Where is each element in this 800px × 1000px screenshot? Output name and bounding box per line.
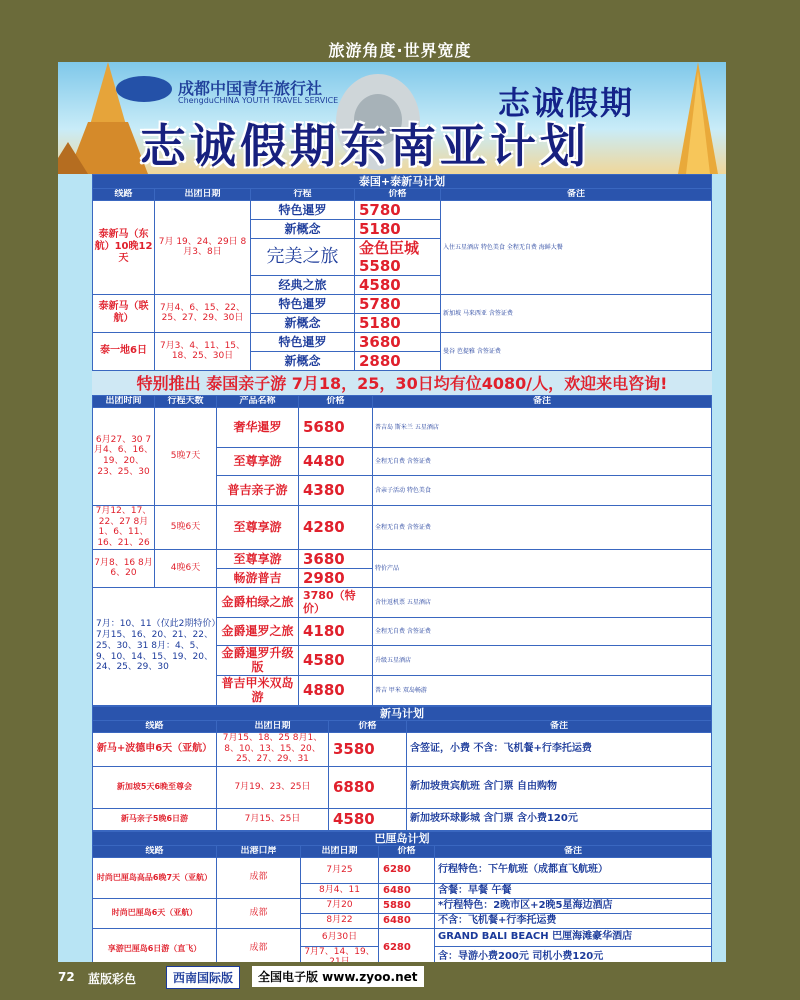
product-cell: 新概念 xyxy=(251,313,355,332)
product-cell: 畅游普吉 xyxy=(217,568,299,587)
logo-en: ChengduCHINA YOUTH TRAVEL SERVICE xyxy=(178,96,339,105)
product-cell: 金爵暹罗升级版 xyxy=(217,645,299,675)
note-cell: GRAND BALI BEACH 巴厘海滩豪华酒店 xyxy=(435,928,712,946)
port-cell: 成都 xyxy=(217,857,301,898)
note-cell: 普吉岛 斯米兰 五星酒店 xyxy=(373,407,712,447)
section-title: 新马计划 xyxy=(93,706,712,720)
header-cell: 备注 xyxy=(373,395,712,407)
header-cell: 备注 xyxy=(435,845,712,857)
header-cell: 行程 xyxy=(251,189,355,201)
product-cell: 至尊享游 xyxy=(217,505,299,549)
price-cell: 4380 xyxy=(299,475,373,505)
price-cell: 3780（特价） xyxy=(299,587,373,617)
date-cell: 7月 19、24、29日 8月3、8日 xyxy=(155,200,251,294)
price-cell: 6280 xyxy=(379,928,435,969)
price-cell: 6480 xyxy=(379,883,435,898)
price-cell: 4880 xyxy=(299,675,373,705)
price-cell: 5680 xyxy=(299,407,373,447)
section-title: 巴厘岛计划 xyxy=(93,831,712,845)
header-cell: 价格 xyxy=(329,720,407,732)
table-row xyxy=(93,808,712,830)
thai-plan-table xyxy=(92,174,712,371)
price-cell: 5180 xyxy=(355,219,441,238)
date-cell: 7月7、14、19、 xyxy=(301,946,379,969)
southwest-edition-label: 西南国际版 xyxy=(166,966,240,989)
footer xyxy=(0,962,800,1000)
header-cell: 价格 xyxy=(379,845,435,857)
header-cell: 备注 xyxy=(407,720,712,732)
price-cell: 5880 xyxy=(379,898,435,913)
product-cell: 新概念 xyxy=(251,351,355,370)
table-row xyxy=(93,732,712,766)
price-cell: 4580 xyxy=(329,808,407,830)
table-row xyxy=(93,332,712,351)
price-cell: 6880 xyxy=(329,766,407,808)
note-cell: 全程无自费 含签证费 xyxy=(373,505,712,549)
price-cell: 4480 xyxy=(299,447,373,475)
date-cell: 7月8、16 8月6、20 xyxy=(93,549,155,587)
header-cell: 线路 xyxy=(93,189,155,201)
note-cell: 普吉 甲米 双岛畅游 xyxy=(373,675,712,705)
note-cell: 曼谷 芭提雅 含签证费 xyxy=(441,332,712,370)
date-cell: 7月：10、11（仅此2期特价）7月15、16、20、21、22、25、30、31 8月：4、5、9、10、14、15、19、20、24、25、29、30 xyxy=(93,587,217,705)
table-row xyxy=(93,898,712,913)
national-edition-link[interactable]: 全国电子版 www.zyoo.net xyxy=(252,966,424,987)
page-number: 72 xyxy=(58,970,75,984)
note-cell: 含签证，小费 不含：飞机餐+行李托运费 xyxy=(407,732,712,766)
note-cell: 新加坡贵宾航班 含门票 自由购物 xyxy=(407,766,712,808)
price-cell: 5780 xyxy=(355,200,441,219)
price-cell: 4580 xyxy=(355,275,441,294)
promo-banner: 特别推出 泰国亲子游 7月18，25，30日均有位4080/人，欢迎来电咨询! xyxy=(92,371,712,395)
note-cell: 行程特色：下午航班（成都直飞航班） xyxy=(435,857,712,883)
family-plan-table xyxy=(92,395,712,706)
magazine-label: 蓝版彩色 xyxy=(88,972,137,986)
sg-my-plan-table xyxy=(92,706,712,831)
product-cell: 特色暹罗 xyxy=(251,332,355,351)
port-cell: 成都 xyxy=(217,898,301,928)
note-cell: 新加坡 马来西亚 含签证费 xyxy=(441,294,712,332)
date-cell: 7月15、25日 xyxy=(217,808,329,830)
price-cell: 4580 xyxy=(299,645,373,675)
note-cell: 含亲子活动 特色美食 xyxy=(373,475,712,505)
brand-name: 志诚假期 xyxy=(498,84,635,122)
days-cell: 5晚7天 xyxy=(155,407,217,505)
date-cell: 6月30日 xyxy=(301,928,379,946)
route-cell: 新加坡5天6晚至尊会 xyxy=(93,766,217,808)
route-cell: 泰新马（联航） xyxy=(93,294,155,332)
product-cell: 金爵暹罗之旅 xyxy=(217,617,299,645)
top-bar xyxy=(0,0,800,62)
header-cell: 价格 xyxy=(355,189,441,201)
product-cell: 金爵柏绿之旅 xyxy=(217,587,299,617)
route-cell: 时尚巴厘岛高品6晚7天（亚航） xyxy=(93,857,217,898)
header-cell: 出港口岸 xyxy=(217,845,301,857)
date-cell: 7月3、4、11、15、18、25、30日 xyxy=(155,332,251,370)
table-row xyxy=(93,200,712,219)
date-cell: 8月4、11 xyxy=(301,883,379,898)
days-cell: 4晚6天 xyxy=(155,549,217,587)
note-cell: 全程无自费 含签证费 xyxy=(373,617,712,645)
price-cell: 2880 xyxy=(355,351,441,370)
date-cell: 7月20 xyxy=(301,898,379,913)
table-row xyxy=(93,505,712,549)
price-cell: 3680 xyxy=(299,549,373,568)
product-cell: 新概念 xyxy=(251,219,355,238)
date-cell: 8月22 xyxy=(301,913,379,928)
date-cell: 7月25 xyxy=(301,857,379,883)
product-cell: 特色暹罗 xyxy=(251,294,355,313)
content-table xyxy=(92,174,712,969)
company-logo-icon xyxy=(116,76,172,102)
table-row xyxy=(93,294,712,313)
product-cell: 奢华暹罗 xyxy=(217,407,299,447)
days-cell: 5晚6天 xyxy=(155,505,217,549)
port-cell: 成都 xyxy=(217,928,301,969)
banner xyxy=(58,62,726,174)
note-cell: 升级五星酒店 xyxy=(373,645,712,675)
route-cell: 新马+波德申6天（亚航） xyxy=(93,732,217,766)
price-cell: 5180 xyxy=(355,313,441,332)
price-cell: 金色臣城5580 xyxy=(355,238,441,275)
date-cell: 7月19、23、25日 xyxy=(217,766,329,808)
header-cell: 出团日期 xyxy=(301,845,379,857)
header-cell: 线路 xyxy=(93,845,217,857)
price-cell: 5780 xyxy=(355,294,441,313)
main-title: 志诚假期东南亚计划 xyxy=(140,119,590,173)
price-cell: 3680 xyxy=(355,332,441,351)
route-cell: 时尚巴厘岛6天（亚航） xyxy=(93,898,217,928)
table-row xyxy=(93,587,712,617)
price-cell: 2980 xyxy=(299,568,373,587)
note-cell: 含：导游小费200元 司机小费120元 xyxy=(435,946,712,969)
table-row xyxy=(93,857,712,883)
table-row xyxy=(93,928,712,946)
price-cell: 4180 xyxy=(299,617,373,645)
bali-plan-table xyxy=(92,831,712,970)
note-cell: 入住五星酒店 特色美食 全程无自费 海鲜大餐 xyxy=(441,200,712,294)
date-cell: 7月4、6、15、22、25、27、29、30日 xyxy=(155,294,251,332)
golden-pagoda-illustration xyxy=(658,62,726,174)
product-cell: 普吉甲米双岛游 xyxy=(217,675,299,705)
product-cell: 经典之旅 xyxy=(251,275,355,294)
price-cell: 6480 xyxy=(379,913,435,928)
header-cell: 行程天数 xyxy=(155,395,217,407)
header-cell: 备注 xyxy=(441,189,712,201)
date-cell: 7月12、17、22、27 8月1、6、11、16、21、26 xyxy=(93,505,155,549)
table-row xyxy=(93,549,712,568)
note-cell: 新加坡环球影城 含门票 含小费120元 xyxy=(407,808,712,830)
note-cell: *行程特色：2晚市区+2晚5星海边酒店 xyxy=(435,898,712,913)
header-cell: 产品名称 xyxy=(217,395,299,407)
note-cell: 含餐：早餐 午餐 xyxy=(435,883,712,898)
header-cell: 线路 xyxy=(93,720,217,732)
note-cell: 含往返机票 五星酒店 xyxy=(373,587,712,617)
table-row xyxy=(93,766,712,808)
product-cell: 完美之旅 xyxy=(251,238,355,275)
note-cell: 特价产品 xyxy=(373,549,712,587)
header-cell: 出团日期 xyxy=(155,189,251,201)
header-cell: 价格 xyxy=(299,395,373,407)
product-cell: 普吉亲子游 xyxy=(217,475,299,505)
date-cell: 7月15、18、25 8月1、8、10、13、15、20、25、27、29、31 xyxy=(217,732,329,766)
product-cell: 特色暹罗 xyxy=(251,200,355,219)
table-row xyxy=(93,407,712,447)
route-cell: 新马亲子5晚6日游 xyxy=(93,808,217,830)
product-cell: 至尊享游 xyxy=(217,549,299,568)
route-cell: 泰一地6日 xyxy=(93,332,155,370)
slogan: 旅游角度·世界宽度 xyxy=(328,41,472,60)
header-cell: 出团日期 xyxy=(217,720,329,732)
price-cell: 3580 xyxy=(329,732,407,766)
price-cell: 4280 xyxy=(299,505,373,549)
date-cell: 6月27、30 7月4、6、16、19、20、23、25、30 xyxy=(93,407,155,505)
route-cell: 泰新马（东航）10晚12天 xyxy=(93,200,155,294)
logo-cn: 成都中国青年旅行社 xyxy=(178,79,323,98)
note-cell: 全程无自费 含签证费 xyxy=(373,447,712,475)
product-cell: 至尊享游 xyxy=(217,447,299,475)
route-cell: 享游巴厘岛6日游（直飞） xyxy=(93,928,217,969)
price-cell: 6280 xyxy=(379,857,435,883)
section-title: 泰国+泰新马计划 xyxy=(93,175,712,189)
header-cell: 出团时间 xyxy=(93,395,155,407)
note-cell: 不含：飞机餐+行李托运费 xyxy=(435,913,712,928)
